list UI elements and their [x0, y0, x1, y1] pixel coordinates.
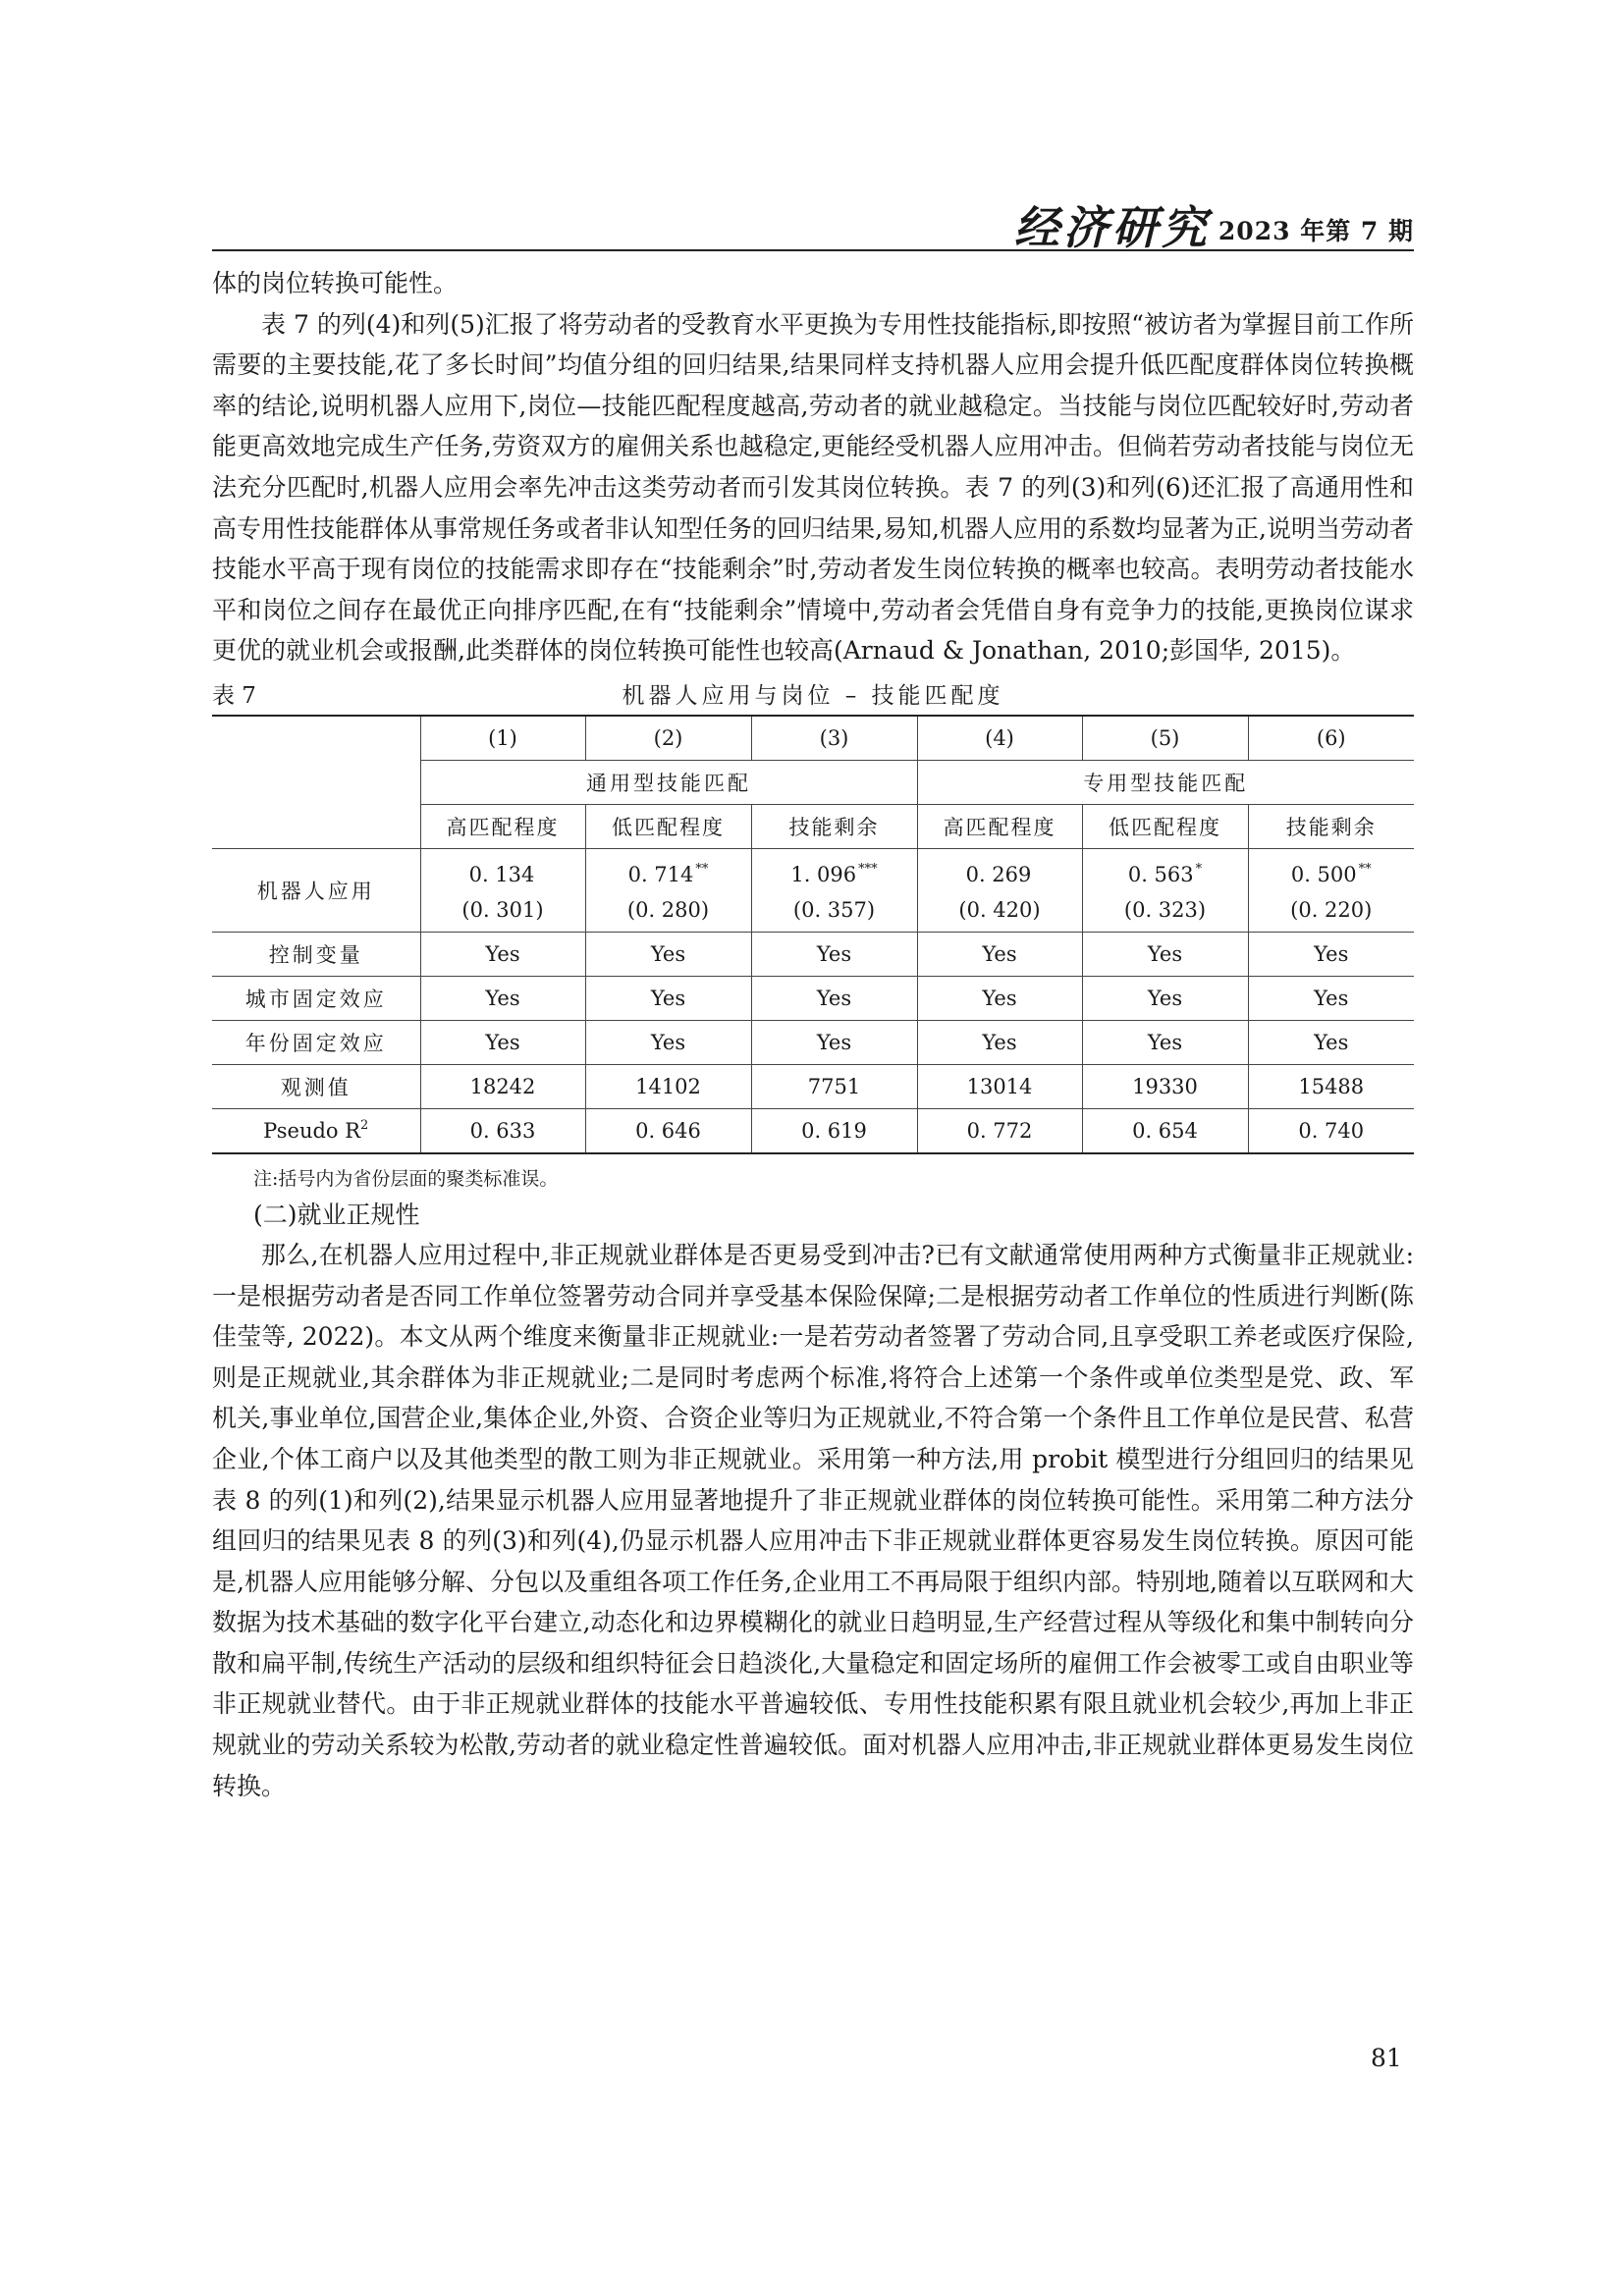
table-row-year-fe: [212, 1020, 1414, 1064]
row-label: 城市固定效应: [212, 976, 420, 1020]
table-cell: Yes: [1248, 1020, 1414, 1064]
table-cell: Yes: [751, 976, 917, 1020]
running-header: [212, 192, 1414, 254]
header-rule: [212, 249, 1414, 251]
subheader-cell: 高匹配程度: [420, 804, 585, 848]
coef-cell: [420, 848, 585, 932]
table-cell: Yes: [585, 1020, 751, 1064]
table-cell: 0. 646: [585, 1108, 751, 1153]
coef-value: 0. 714: [627, 863, 694, 887]
table-cell: Yes: [1082, 932, 1248, 976]
table-cell: 13014: [917, 1064, 1082, 1108]
table-row-col-numbers: [212, 716, 1414, 761]
page-number: 81: [1371, 2044, 1402, 2072]
col-number: (1): [420, 716, 585, 761]
table-cell: Yes: [1082, 1020, 1248, 1064]
table-cell: Yes: [585, 976, 751, 1020]
table-cell: Yes: [1248, 976, 1414, 1020]
col-number: (2): [585, 716, 751, 761]
table-cell: 0. 654: [1082, 1108, 1248, 1153]
issue-label: 2023 年第 7 期: [1218, 217, 1414, 245]
subheader-cell: 低匹配程度: [1082, 804, 1248, 848]
subheader-cell: 低匹配程度: [585, 804, 751, 848]
coef-value: 0. 563: [1127, 863, 1194, 887]
row-label: 控制变量: [212, 932, 420, 976]
table-cell: Yes: [420, 1020, 585, 1064]
paragraph-table7-discussion: 表 7 的列(4)和列(5)汇报了将劳动者的受教育水平更换为专用性技能指标,即按照“被访者为掌握目前工作所需要的主要技能,花了多长时间”均值分组的回归结果,结果同样支持机器人应用会提升低匹配度群体岗位转换概率的结论,说明机器人应用下,岗位—技能匹配程度越高,劳动者的就业越稳定。当技能与岗位匹配较好时,劳动者能更高效地完成生产任务,劳资双方的雇佣关系也越稳定,更能经受机器人应用冲击。但倘若劳动者技能与岗位无法充分匹配时,机器人应用会率先冲击这类劳动者而引发其岗位转换。表 7 的列(3)和列(6)还汇报了高通用性和高专用性技能群体从事常规任务或者非认知型任务的回归结果,易知,机器人应用的系数均显著为正,说明当劳动者技能水平高于现有岗位的技能需求即存在“技能剩余”时,劳动者发生岗位转换的概率也较高。表明劳动者技能水平和岗位之间存在最优正向排序匹配,在有“技能剩余”情境中,劳动者会凭借自身有竞争力的技能,更换岗位谋求更优的就业机会或报酬,此类群体的岗位转换可能性也较高(Arnaud & Jonathan, 2010;彭国华, 2015)。: [212, 309, 1414, 666]
paragraph-informal-employment: 那么,在机器人应用过程中,非正规就业群体是否更易受到冲击?已有文献通常使用两种方式衡量非正规就业:一是根据劳动者是否同工作单位签署劳动合同并享受基本保险保障;二是根据劳动者工作单位的性质进行判断(陈佳莹等, 2022)。本文从两个维度来衡量非正规就业:一是若劳动者签署了劳动合同,且享受职工养老或医疗保险,则是正规就业,其余群体为非正规就业;二是同时考虑两个标准,将符合上述第一个条件或单位类型是党、政、军机关,事业单位,国营企业,集体企业,外资、合资企业等归为正规就业,不符合第一个条件且工作单位是民营、私营企业,个体工商户以及其他类型的散工则为非正规就业。采用第一种方法,用 probit 模型进行分组回归的结果见表 8 的列(1)和列(2),结果显示机器人应用显著地提升了非正规就业群体的岗位转换可能性。采用第二种方法分组回归的结果见表 8 的列(3)和列(4),仍显示机器人应用冲击下非正规就业群体更容易发生岗位转换。原因可能是,机器人应用能够分解、分包以及重组各项工作任务,企业用工不再局限于组织内部。特别地,随着以互联网和大数据为技术基础的数字化平台建立,动态化和边界模糊化的就业日趋明显,生产经营过程从等级化和集中制转向分散和扁平制,传统生产活动的层级和组织特征会日趋淡化,大量稳定和固定场所的雇佣工作会被零工或自由职业等非正规就业替代。由于非正规就业群体的技能水平普遍较低、专用性技能积累有限且就业机会较少,再加上非正规就业的劳动关系较为松散,劳动者的就业稳定性普遍较低。面对机器人应用冲击,非正规就业群体更易发生岗位转换。: [212, 1240, 1414, 1800]
table-corner-cell: [212, 716, 420, 849]
table-cell: 14102: [585, 1064, 751, 1108]
coef-cell: [751, 848, 917, 932]
regression-table: [212, 715, 1414, 1154]
significance-stars: ***: [858, 862, 878, 878]
table-row-city-fe: [212, 976, 1414, 1020]
table-row-robot: [212, 848, 1414, 932]
row-label-robot: 机器人应用: [212, 848, 420, 932]
table-cell: Yes: [917, 1020, 1082, 1064]
coef-cell: [1082, 848, 1248, 932]
pseudo-superscript: 2: [360, 1118, 369, 1134]
subheader-cell: 技能剩余: [1248, 804, 1414, 848]
table-cell: 15488: [1248, 1064, 1414, 1108]
group-header-general: 通用型技能匹配: [420, 760, 917, 804]
table-caption: [212, 673, 1414, 715]
table-cell: 0. 772: [917, 1108, 1082, 1153]
std-error: (0. 323): [1123, 898, 1207, 923]
table-title: 机器人应用与岗位 – 技能匹配度: [622, 682, 1004, 709]
pseudo-label: Pseudo R: [263, 1119, 361, 1144]
std-error: (0. 420): [958, 898, 1041, 923]
row-label-pseudo-r2: [212, 1108, 420, 1153]
coef-value: 0. 134: [468, 863, 535, 887]
table-cell: Yes: [585, 932, 751, 976]
table-cell: 0. 619: [751, 1108, 917, 1153]
subheader-cell: 高匹配程度: [917, 804, 1082, 848]
table-note: 注:括号内为省份层面的聚类标准误。: [253, 1167, 559, 1190]
coef-cell: [917, 848, 1082, 932]
coef-cell: [1248, 848, 1414, 932]
table-cell: 7751: [751, 1064, 917, 1108]
significance-stars: *: [1195, 862, 1203, 878]
std-error: (0. 280): [626, 898, 710, 923]
table-row-pseudo-r2: [212, 1108, 1414, 1153]
table-row-observations: [212, 1064, 1414, 1108]
journal-name: 经济研究: [1013, 201, 1211, 254]
coef-value: 0. 500: [1290, 863, 1357, 887]
significance-stars: **: [1358, 862, 1372, 878]
group-header-specific: 专用型技能匹配: [917, 760, 1414, 804]
col-number: (3): [751, 716, 917, 761]
table-cell: Yes: [751, 1020, 917, 1064]
col-number: (4): [917, 716, 1082, 761]
table-cell: Yes: [1248, 932, 1414, 976]
table-cell: 0. 740: [1248, 1108, 1414, 1153]
significance-stars: **: [695, 862, 709, 878]
table-cell: Yes: [751, 932, 917, 976]
table-cell: 18242: [420, 1064, 585, 1108]
col-number: (6): [1248, 716, 1414, 761]
row-label: 观测值: [212, 1064, 420, 1108]
table-cell: 19330: [1082, 1064, 1248, 1108]
paragraph-continued: 体的岗位转换可能性。: [212, 269, 459, 297]
table-cell: Yes: [917, 976, 1082, 1020]
table-cell: 0. 633: [420, 1108, 585, 1153]
section-heading: (二)就业正规性: [253, 1200, 420, 1229]
table-cell: Yes: [917, 932, 1082, 976]
subheader-cell: 技能剩余: [751, 804, 917, 848]
std-error: (0. 301): [461, 898, 544, 923]
table-cell: Yes: [1082, 976, 1248, 1020]
row-label: 年份固定效应: [212, 1020, 420, 1064]
table-cell: Yes: [420, 976, 585, 1020]
col-number: (5): [1082, 716, 1248, 761]
coef-cell: [585, 848, 751, 932]
table-number: 表 7: [212, 682, 256, 709]
table-cell: Yes: [420, 932, 585, 976]
std-error: (0. 220): [1290, 898, 1373, 923]
std-error: (0. 357): [792, 898, 876, 923]
page-body: [212, 263, 1414, 1806]
coef-value: 1. 096: [790, 863, 857, 887]
header-text: [1014, 192, 1414, 257]
coef-value: 0. 269: [965, 863, 1032, 887]
table-row-controls: [212, 932, 1414, 976]
